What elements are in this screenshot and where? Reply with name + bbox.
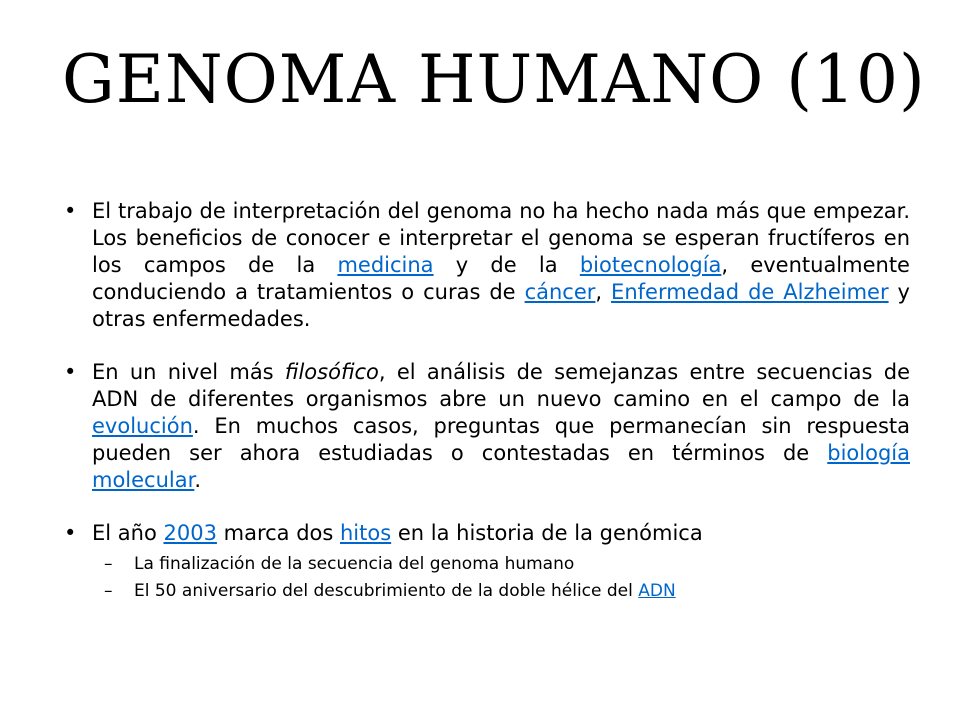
sub-bullet-aniversario bbox=[62, 578, 910, 605]
bullet-text: en la historia de la genómica bbox=[391, 521, 703, 545]
link-adn[interactable]: ADN bbox=[638, 581, 676, 601]
link-biotecnologia[interactable]: biotecnología bbox=[579, 253, 722, 277]
link-biologia-molecular[interactable]: biología molecular bbox=[92, 441, 910, 492]
bullet-icon: • bbox=[64, 199, 77, 223]
sub-bullet-text: La finalización de la secuencia del genoma humano bbox=[134, 554, 575, 574]
bullet-text: . En muchos casos, preguntas que permanecían sin respuesta pueden ser ahora estudiadas o contestadas en términos de bbox=[92, 414, 910, 465]
bullet-text: El trabajo de interpretación del genoma no ha hecho nada más que empezar. Los beneficios de conocer e interpretar el genoma se esperan fructíferos en los campos de la bbox=[92, 199, 910, 277]
bullet-text: marca dos bbox=[216, 521, 340, 545]
dash-icon: – bbox=[104, 554, 113, 574]
slide-content bbox=[62, 198, 910, 605]
dash-icon: – bbox=[104, 581, 113, 601]
link-evolucion[interactable]: evolución bbox=[92, 414, 193, 438]
link-alzheimer[interactable]: Enfermedad de Alzheimer bbox=[611, 280, 889, 304]
sub-bullet-text: El 50 aniversario del descubrimiento de la doble hélice del bbox=[134, 581, 639, 601]
bullet-text: El año bbox=[92, 521, 164, 545]
italic-filosofico: filosófico bbox=[284, 360, 379, 384]
bullet-icon: • bbox=[64, 521, 77, 545]
bullet-item-2003 bbox=[62, 520, 910, 547]
bullet-text: , bbox=[595, 280, 612, 304]
bullet-text: , eventualmente conduciendo a tratamientos o curas de bbox=[92, 253, 910, 304]
bullet-item-interpretacion bbox=[62, 198, 910, 333]
sub-bullet-finalizacion bbox=[62, 551, 910, 578]
bullet-text: y otras enfermedades. bbox=[92, 280, 910, 331]
link-hitos[interactable]: hitos bbox=[340, 521, 392, 545]
link-cancer[interactable]: cáncer bbox=[524, 280, 596, 304]
slide-title: GENOMA HUMANO (10) bbox=[62, 41, 926, 118]
bullet-text: En un nivel más bbox=[92, 360, 285, 384]
bullet-item-filosofico bbox=[62, 359, 910, 494]
link-medicina[interactable]: medicina bbox=[337, 253, 434, 277]
bullet-text: , el análisis de semejanzas entre secuencias de ADN de diferentes organismos abre un nuevo camino en el campo de la bbox=[92, 360, 910, 411]
bullet-text: y de la bbox=[433, 253, 580, 277]
bullet-text: . bbox=[194, 468, 202, 492]
link-2003[interactable]: 2003 bbox=[163, 521, 217, 545]
bullet-icon: • bbox=[64, 360, 77, 384]
